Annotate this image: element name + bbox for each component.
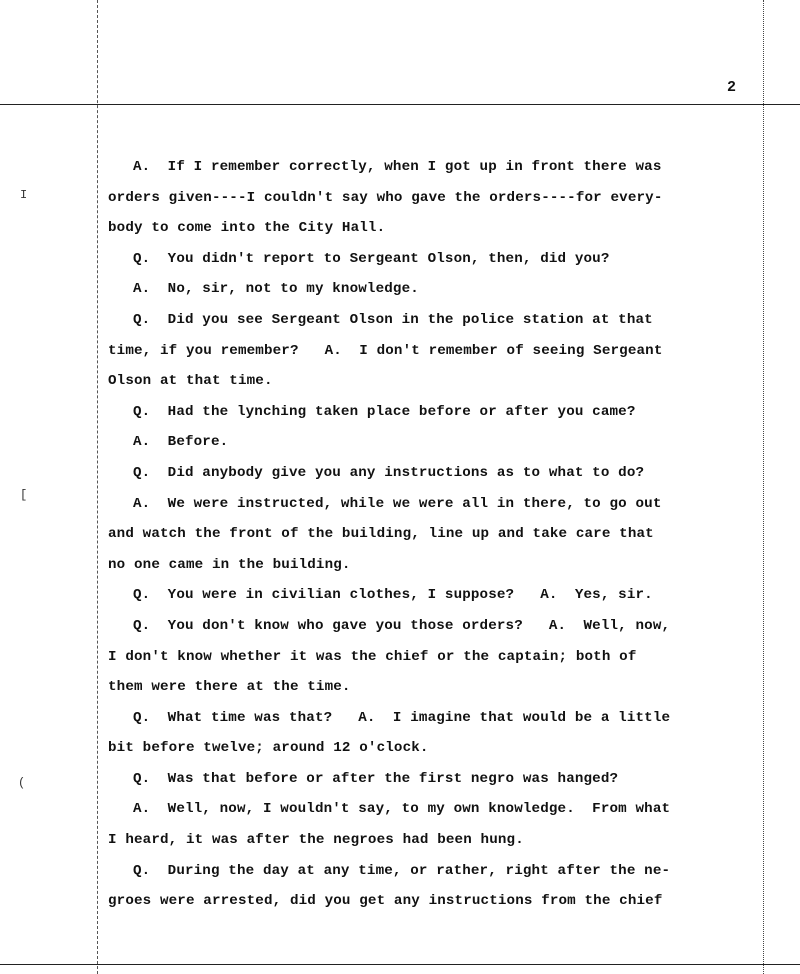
transcript-line: time, if you remember? A. I don't remember of seeing Sergeant <box>108 342 663 359</box>
transcript-line: orders given----I couldn't say who gave the orders----for every- <box>108 189 663 206</box>
margin-mark: I <box>20 188 28 202</box>
transcript-line: I don't know whether it was the chief or the captain; both of <box>108 648 637 665</box>
transcript-line: Q. You were in civilian clothes, I suppose? A. Yes, sir. <box>133 587 653 604</box>
left-margin-rule <box>97 0 98 974</box>
margin-mark: [ <box>20 488 28 502</box>
right-margin-rule <box>763 0 764 974</box>
page-number: 2 <box>727 79 737 96</box>
transcript-line: bit before twelve; around 12 o'clock. <box>108 740 429 757</box>
transcript-line: and watch the front of the building, line up and take care that <box>108 526 654 543</box>
transcript-line: Q. Was that before or after the first negro was hanged? <box>133 770 619 787</box>
transcript-line: groes were arrested, did you get any instructions from the chief <box>108 893 663 910</box>
transcript-line: Q. What time was that? A. I imagine that would be a little <box>133 709 671 726</box>
transcript-line: A. No, sir, not to my knowledge. <box>133 281 419 298</box>
transcript-line: Q. Did you see Sergeant Olson in the police station at that <box>133 311 653 328</box>
margin-mark: ( <box>18 776 26 790</box>
transcript-line: A. We were instructed, while we were all in there, to go out <box>133 495 662 512</box>
transcript-line: A. Well, now, I wouldn't say, to my own knowledge. From what <box>133 801 671 818</box>
transcript-line: A. Before. <box>133 434 229 451</box>
transcript-line: A. If I remember correctly, when I got up in front there was <box>133 159 662 175</box>
transcript-line: I heard, it was after the negroes had been hung. <box>108 832 524 849</box>
transcript-line: Q. Did anybody give you any instructions as to what to do? <box>133 464 645 481</box>
transcript-line: Q. Had the lynching taken place before or after you came? <box>133 403 636 420</box>
transcript-line: no one came in the building. <box>108 556 351 573</box>
bottom-footer-rule <box>0 964 800 965</box>
transcript-line: Q. During the day at any time, or rather, right after the ne- <box>133 862 671 879</box>
transcript-line: them were there at the time. <box>108 679 351 696</box>
transcript-line: Olson at that time. <box>108 373 273 390</box>
transcript-line: Q. You don't know who gave you those orders? A. Well, now, <box>133 617 671 634</box>
top-header-rule <box>0 104 800 105</box>
transcript-line: Q. You didn't report to Sergeant Olson, then, did you? <box>133 250 610 267</box>
transcript-body <box>108 152 748 917</box>
transcript-line: body to come into the City Hall. <box>108 220 386 237</box>
